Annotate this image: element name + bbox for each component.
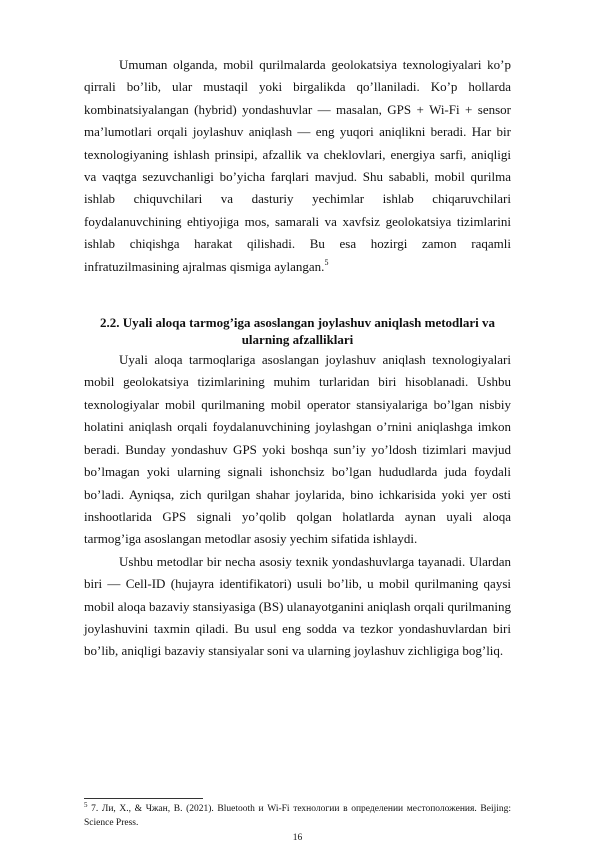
paragraph-cell-id: Ushbu metodlar bir necha asosiy texnik yondashuvlarga tayanadi. Ulardan biri — Cell-ID (hujayra identifikatori) usuli bo’lib, u mobil qurilmaning qaysi mobil aloqa bazaviy stansiyasiga (BS) ulanayotganini aniqlash orqali qurilmaning joylashuvini taxmin qiladi. Bu usul eng sodda va tezkor yondashuvlardan biri bo’lib, aniqligi bazaviy stansiyalar soni va ularning joylashuv zichligiga bog’liq. xyxy=(84,553,511,659)
footnote-text: 7. Ли, X., & Чжан, B. (2021). Bluetooth и Wi-Fi технологии в определении местоположения. Beijing: Science Press. xyxy=(84,804,511,828)
footnote-reference: 5 xyxy=(324,257,329,267)
paragraph-cellular-methods: Uyali aloqa tarmoqlariga asoslangan joylashuv aniqlash texnologiyalari mobil geolokatsiya tizimlarining muhim turlaridan biri hisoblanadi. Ushbu texnologiyalar mobil qurilmaning mobil operator stansiyalariga bo’lgan nisbiy holatini aniqlash orqali foydalanuvchining joylashgan o’rnini aniqlashga imkon beradi. Bunday yondashuv GPS yoki boshqa sun’iy yo’ldosh tizimlari mavjud bo’lmagan yoki ularning signali ishonchsiz bo’lgan hududlarda juda foydali bo’ladi. Ayniqsa, zich qurilgan shahar joylarida, bino ichkarisida yoki yer osti inshootlarida GPS signali yo’qolib qolgan holatlarda aynan uyali aloqa tarmog’iga asoslangan metodlar asosiy yechim sifatida ishlaydi. xyxy=(84,352,511,547)
page-number: 16 xyxy=(292,833,303,843)
document-body xyxy=(84,54,511,663)
footnote xyxy=(84,802,511,830)
section-heading: 2.2. Uyali aloqa tarmog’iga asoslangan joylashuv aniqlash metodlari va ularning afzalliklari xyxy=(99,315,496,348)
footnote-number: 5 xyxy=(84,801,88,809)
paragraph-text: Umuman olganda, mobil qurilmalarda geolokatsiya texnologiyalari ko’p qirrali bo’lib, ular mustaqil yoki birgalikda qo’llaniladi. Ko’p hollarda kombinatsiyalangan (hybrid) yondashuvlar — masalan, GPS + Wi-Fi + sensor ma’lumotlari orqali joylashuv aniqlash — eng yuqori aniqlikni beradi. Har bir texnologiyaning ishlash prinsipi, afzallik va cheklovlari, energiya sarfi, aniqligi va vaqtga sezuvchanligi bo’yicha farqlari mavjud. Shu sababli, mobil qurilma ishlab chiquvchilari va dasturiy yechimlar ishlab chiqaruvchilari foydalanuvchining ehtiyojiga mos, samarali va xavfsiz geolokatsiya tizimlarini ishlab chiqishga harakat qilishadi. Bu esa hozirgi zamon raqamli infratuzilmasining ajralmas qismiga aylangan. xyxy=(84,57,511,274)
footnote-divider xyxy=(84,798,203,799)
paragraph-geolocation-summary xyxy=(84,54,511,278)
